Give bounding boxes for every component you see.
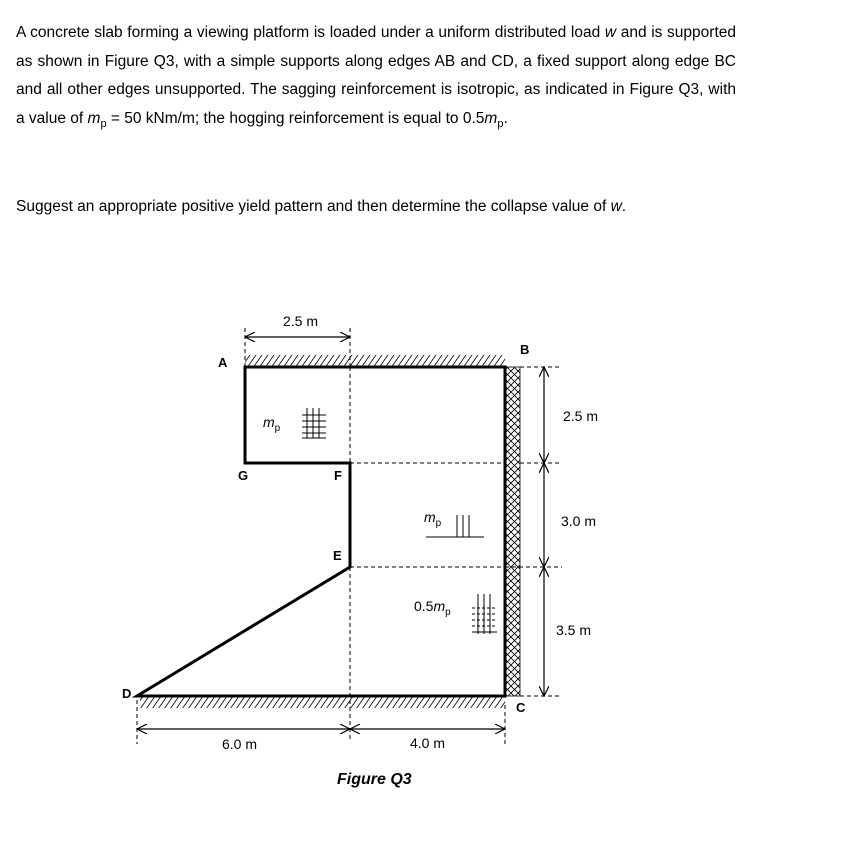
dim-right-lower: 3.5 m — [556, 622, 592, 638]
fixed-support-bc-hatch — [505, 367, 520, 696]
dim-bottom-right: 4.0 m — [410, 735, 446, 751]
reinforcement-label-lower: $0.5m_p$ — [414, 598, 451, 618]
reinforcement-symbol-lower — [472, 594, 497, 634]
point-label-f: F — [334, 468, 342, 483]
dim-right-middle: 3.0 m — [561, 513, 597, 529]
point-label-a: A — [218, 355, 228, 370]
simple-support-ab-hatch — [245, 355, 505, 367]
question-paragraph: A concrete slab forming a viewing platform is loaded under a uniform distributed load w and is supported as shown in Figure Q3, with a simple supports along edges AB and CD, a fixed support along edge BC and all other edges unsupported. The sagging reinforcement is isotropic, as indicated in Figure Q3, with a value of $m_p = 50$ kNm/m; the hogging reinforcement is equal to $0.5m_p$. — [16, 24, 736, 130]
task-paragraph: Suggest an appropriate positive yield pattern and then determine the collapse value of w. — [16, 198, 627, 215]
reinforcement-symbol-upper — [302, 408, 326, 438]
dim-right-upper: 2.5 m — [563, 408, 599, 424]
dimension-arrows — [137, 337, 544, 729]
dim-top: 2.5 m — [283, 313, 319, 329]
point-label-d: D — [122, 686, 132, 701]
figure-caption: Figure Q3 — [337, 771, 412, 788]
reinforcement-label-upper: $m_p$ — [263, 414, 281, 434]
reinforcement-label-middle: $m_p$ — [424, 509, 442, 529]
slab-outline — [137, 367, 505, 696]
simple-support-dc-hatch — [140, 696, 505, 708]
point-label-c: C — [516, 700, 526, 715]
point-label-b: B — [520, 342, 530, 357]
point-label-e: E — [333, 548, 342, 563]
dim-bottom-left: 6.0 m — [222, 736, 258, 752]
point-label-g: G — [238, 468, 249, 483]
